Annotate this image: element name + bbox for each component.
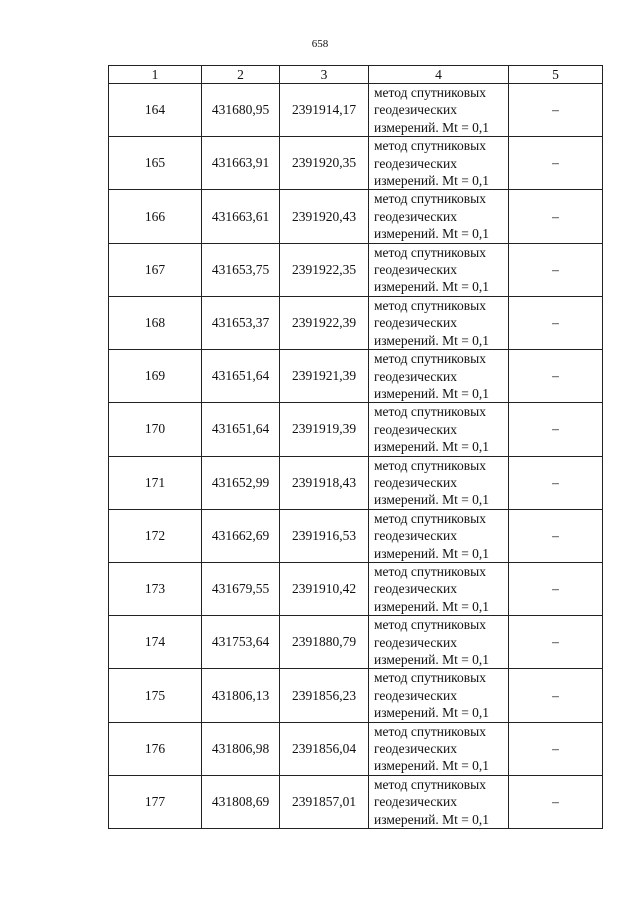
method-line: измерений. Mt = 0,1: [374, 811, 490, 827]
method-cell: [369, 350, 509, 403]
point-number-cell: 165: [109, 137, 202, 190]
y-coordinate-cell: 2391921,39: [280, 350, 369, 403]
method-line: измерений. Mt = 0,1: [374, 332, 490, 348]
note-cell: –: [509, 350, 603, 403]
page-number: 658: [311, 38, 329, 50]
method-line: геодезических: [374, 794, 457, 810]
method-line: метод спутниковых: [374, 563, 486, 579]
y-coordinate-cell: 2391856,04: [280, 722, 369, 775]
point-number-cell: 164: [109, 84, 202, 137]
table-row: [109, 509, 603, 562]
table-row: [109, 296, 603, 349]
note-cell: –: [509, 616, 603, 669]
point-number-cell: 169: [109, 350, 202, 403]
note-cell: –: [509, 190, 603, 243]
method-cell: [369, 562, 509, 615]
point-number-cell: 167: [109, 243, 202, 296]
header-cell-x: 2: [202, 66, 280, 84]
table-row: [109, 456, 603, 509]
note-cell: –: [509, 456, 603, 509]
y-coordinate-cell: 2391880,79: [280, 616, 369, 669]
point-number-cell: 166: [109, 190, 202, 243]
y-coordinate-cell: 2391856,23: [280, 669, 369, 722]
point-number-cell: 172: [109, 509, 202, 562]
method-cell: [369, 509, 509, 562]
method-cell: [369, 775, 509, 828]
y-coordinate-cell: 2391920,43: [280, 190, 369, 243]
note-cell: –: [509, 722, 603, 775]
y-coordinate-cell: 2391922,39: [280, 296, 369, 349]
table-row: [109, 84, 603, 137]
point-number-cell: 170: [109, 403, 202, 456]
y-coordinate-cell: 2391857,01: [280, 775, 369, 828]
method-cell: [369, 722, 509, 775]
point-number-cell: 171: [109, 456, 202, 509]
method-line: геодезических: [374, 208, 457, 224]
method-line: геодезических: [374, 421, 457, 437]
table-row: [109, 616, 603, 669]
x-coordinate-cell: 431653,75: [202, 243, 280, 296]
note-cell: –: [509, 137, 603, 190]
method-line: геодезических: [374, 581, 457, 597]
method-cell: [369, 669, 509, 722]
method-line: измерений. Mt = 0,1: [374, 492, 490, 508]
table-header: [109, 66, 603, 84]
method-line: геодезических: [374, 528, 457, 544]
method-line: измерений. Mt = 0,1: [374, 545, 490, 561]
x-coordinate-cell: 431753,64: [202, 616, 280, 669]
method-cell: [369, 296, 509, 349]
method-line: измерений. Mt = 0,1: [374, 758, 490, 774]
method-line: метод спутниковых: [374, 191, 486, 207]
point-number-cell: 177: [109, 775, 202, 828]
note-cell: –: [509, 562, 603, 615]
y-coordinate-cell: 2391918,43: [280, 456, 369, 509]
method-line: геодезических: [374, 687, 457, 703]
method-line: измерений. Mt = 0,1: [374, 652, 490, 667]
x-coordinate-cell: 431651,64: [202, 403, 280, 456]
method-cell: [369, 190, 509, 243]
table-row: [109, 137, 603, 190]
method-line: геодезических: [374, 102, 457, 118]
method-line: измерений. Mt = 0,1: [374, 226, 490, 242]
x-coordinate-cell: 431663,91: [202, 137, 280, 190]
method-line: метод спутниковых: [374, 351, 486, 367]
table-body: [109, 84, 603, 829]
header-cell-note: 5: [509, 66, 603, 84]
note-cell: –: [509, 243, 603, 296]
method-cell: [369, 403, 509, 456]
method-line: измерений. Mt = 0,1: [374, 598, 490, 614]
method-line: метод спутниковых: [374, 138, 486, 154]
point-number-cell: 173: [109, 562, 202, 615]
header-cell-y: 3: [280, 66, 369, 84]
method-line: измерений. Mt = 0,1: [374, 705, 490, 721]
x-coordinate-cell: 431663,61: [202, 190, 280, 243]
x-coordinate-cell: 431652,99: [202, 456, 280, 509]
table-row: [109, 722, 603, 775]
method-line: метод спутниковых: [374, 670, 486, 686]
method-line: метод спутниковых: [374, 297, 486, 313]
x-coordinate-cell: 431808,69: [202, 775, 280, 828]
note-cell: –: [509, 669, 603, 722]
note-cell: –: [509, 84, 603, 137]
method-line: геодезических: [374, 634, 457, 650]
y-coordinate-cell: 2391922,35: [280, 243, 369, 296]
method-line: метод спутниковых: [374, 244, 486, 260]
method-line: измерений. Mt = 0,1: [374, 385, 490, 401]
method-cell: [369, 616, 509, 669]
table-row: [109, 562, 603, 615]
method-line: измерений. Mt = 0,1: [374, 119, 490, 135]
method-line: метод спутниковых: [374, 510, 486, 526]
y-coordinate-cell: 2391919,39: [280, 403, 369, 456]
header-cell-method: 4: [369, 66, 509, 84]
method-cell: [369, 243, 509, 296]
table-row: [109, 350, 603, 403]
method-line: геодезических: [374, 474, 457, 490]
method-line: метод спутниковых: [374, 617, 486, 633]
table-row: [109, 403, 603, 456]
y-coordinate-cell: 2391914,17: [280, 84, 369, 137]
note-cell: –: [509, 403, 603, 456]
table-row: [109, 190, 603, 243]
method-line: геодезических: [374, 741, 457, 757]
note-cell: –: [509, 296, 603, 349]
y-coordinate-cell: 2391916,53: [280, 509, 369, 562]
method-line: геодезических: [374, 315, 457, 331]
method-cell: [369, 137, 509, 190]
point-number-cell: 175: [109, 669, 202, 722]
point-number-cell: 174: [109, 616, 202, 669]
x-coordinate-cell: 431651,64: [202, 350, 280, 403]
method-line: геодезических: [374, 262, 457, 278]
x-coordinate-cell: 431806,13: [202, 669, 280, 722]
method-line: измерений. Mt = 0,1: [374, 173, 490, 189]
method-cell: [369, 456, 509, 509]
method-line: измерений. Mt = 0,1: [374, 279, 490, 295]
point-number-cell: 176: [109, 722, 202, 775]
table-row: [109, 775, 603, 828]
method-line: метод спутниковых: [374, 85, 486, 100]
header-cell-point-number: 1: [109, 66, 202, 84]
y-coordinate-cell: 2391910,42: [280, 562, 369, 615]
x-coordinate-cell: 431653,37: [202, 296, 280, 349]
coordinates-table: [108, 65, 603, 829]
table-row: [109, 243, 603, 296]
x-coordinate-cell: 431662,69: [202, 509, 280, 562]
method-line: геодезических: [374, 155, 457, 171]
method-line: геодезических: [374, 368, 457, 384]
method-line: измерений. Mt = 0,1: [374, 439, 490, 455]
point-number-cell: 168: [109, 296, 202, 349]
note-cell: –: [509, 509, 603, 562]
x-coordinate-cell: 431679,55: [202, 562, 280, 615]
x-coordinate-cell: 431806,98: [202, 722, 280, 775]
method-line: метод спутниковых: [374, 776, 486, 792]
method-line: метод спутниковых: [374, 457, 486, 473]
y-coordinate-cell: 2391920,35: [280, 137, 369, 190]
x-coordinate-cell: 431680,95: [202, 84, 280, 137]
header-row: [109, 66, 603, 84]
method-line: метод спутниковых: [374, 404, 486, 420]
method-cell: [369, 84, 509, 137]
method-line: метод спутниковых: [374, 723, 486, 739]
note-cell: –: [509, 775, 603, 828]
table-row: [109, 669, 603, 722]
